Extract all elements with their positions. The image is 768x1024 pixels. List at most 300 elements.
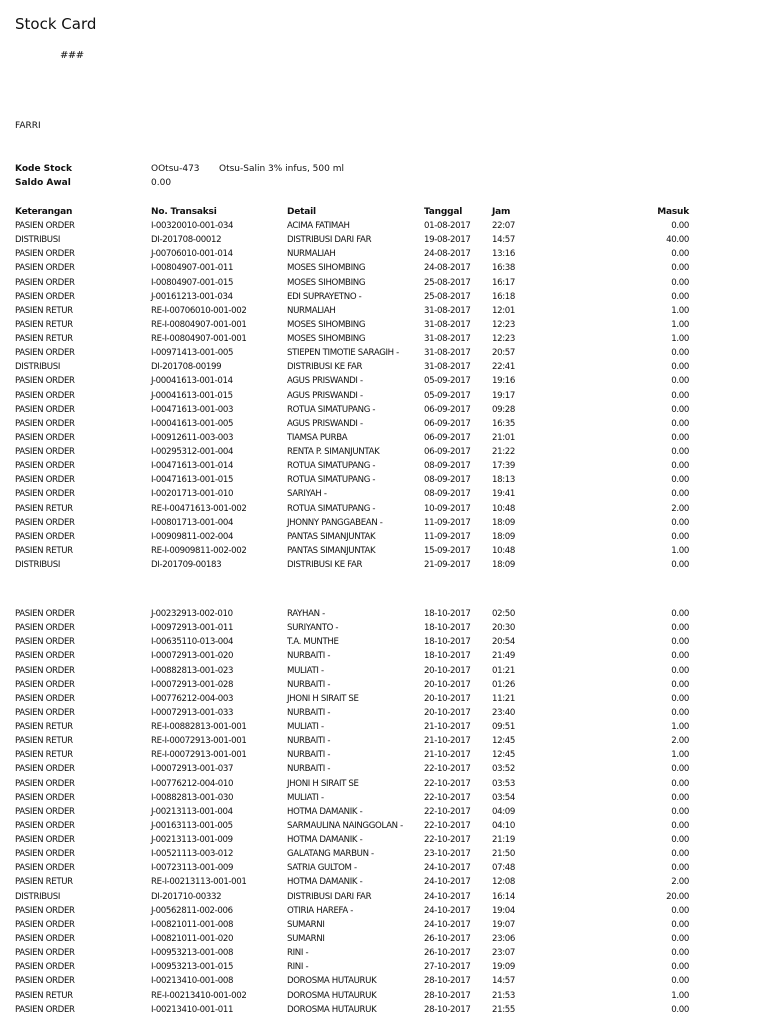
cell-jam: 18:09	[492, 560, 516, 571]
cell-jam: 09:28	[492, 404, 516, 415]
table-row	[0, 734, 768, 748]
cell-masuk: 0.00	[671, 461, 689, 472]
cell-tanggal: 19-08-2017	[424, 235, 471, 246]
cell-masuk: 0.00	[671, 905, 689, 916]
cell-jam: 16:14	[492, 891, 516, 902]
table-row	[0, 847, 768, 861]
cell-keterangan: PASIEN ORDER	[15, 277, 75, 288]
cell-jam: 04:09	[492, 806, 516, 817]
table-row	[0, 989, 768, 1003]
cell-keterangan: PASIEN ORDER	[15, 249, 75, 260]
cell-keterangan: PASIEN ORDER	[15, 792, 75, 803]
cell-no-transaksi: I-00804907-001-015	[151, 277, 234, 288]
cell-tanggal: 18-10-2017	[424, 609, 471, 619]
cell-detail: RINI -	[287, 948, 309, 959]
cell-detail: DISTRIBUSI DARI FAR	[287, 235, 372, 246]
cell-tanggal: 06-09-2017	[424, 418, 471, 429]
cell-jam: 21:49	[492, 651, 516, 662]
cell-tanggal: 18-10-2017	[424, 623, 471, 634]
cell-detail: ROTUA SIMATUPANG -	[287, 404, 376, 415]
cell-tanggal: 22-10-2017	[424, 778, 471, 789]
cell-masuk: 1.00	[671, 319, 689, 330]
cell-detail: NURBAITI -	[287, 707, 331, 718]
cell-masuk: 0.00	[671, 362, 689, 373]
cell-masuk: 1.00	[671, 990, 689, 1001]
cell-tanggal: 20-10-2017	[424, 679, 471, 690]
table-row	[0, 374, 768, 388]
cell-detail: SATRIA GULTOM -	[287, 863, 357, 874]
table-row	[0, 974, 768, 988]
hash-mark: ###	[60, 50, 84, 61]
cell-jam: 23:07	[492, 948, 516, 959]
cell-masuk: 0.00	[671, 404, 689, 415]
cell-tanggal: 22-10-2017	[424, 806, 471, 817]
cell-keterangan: PASIEN ORDER	[15, 707, 75, 718]
cell-masuk: 0.00	[671, 665, 689, 676]
cell-detail: MULIATI -	[287, 792, 324, 803]
saldo-awal-label: Saldo Awal	[15, 178, 71, 188]
cell-no-transaksi: RE-I-00804907-001-001	[151, 319, 247, 330]
cell-detail: SURIYANTO -	[287, 623, 339, 634]
cell-keterangan: PASIEN RETUR	[15, 877, 73, 888]
table-row	[0, 946, 768, 960]
table-row	[0, 932, 768, 946]
table-row	[0, 621, 768, 635]
cell-no-transaksi: I-00953213-001-008	[151, 948, 234, 959]
cell-no-transaksi: I-00471613-001-003	[151, 404, 234, 415]
table-row	[0, 304, 768, 318]
cell-jam: 20:57	[492, 348, 516, 359]
cell-jam: 16:18	[492, 291, 516, 302]
cell-masuk: 0.00	[671, 778, 689, 789]
cell-keterangan: PASIEN ORDER	[15, 1004, 75, 1015]
cell-keterangan: PASIEN ORDER	[15, 764, 75, 775]
cell-masuk: 0.00	[671, 517, 689, 528]
cell-jam: 01:21	[492, 665, 516, 676]
cell-tanggal: 28-10-2017	[424, 1004, 471, 1015]
cell-no-transaksi: DI-201708-00012	[151, 235, 222, 246]
cell-no-transaksi: RE-I-00706010-001-002	[151, 305, 247, 316]
cell-jam: 09:51	[492, 722, 516, 733]
cell-no-transaksi: J-00041613-001-015	[151, 390, 233, 401]
cell-detail: JHONI H SIRAIT SE	[287, 778, 359, 789]
table-row	[0, 473, 768, 487]
cell-detail: GALATANG MARBUN -	[287, 849, 374, 860]
cell-no-transaksi: RE-I-00213410-001-002	[151, 990, 247, 1001]
table-row	[0, 332, 768, 346]
cell-tanggal: 08-09-2017	[424, 475, 471, 486]
column-header-tanggal: Tanggal	[424, 207, 463, 217]
table-header	[0, 205, 768, 219]
cell-masuk: 0.00	[671, 263, 689, 274]
cell-no-transaksi: J-00163113-001-005	[151, 820, 233, 831]
cell-keterangan: PASIEN ORDER	[15, 976, 75, 987]
cell-tanggal: 06-09-2017	[424, 447, 471, 458]
cell-tanggal: 08-09-2017	[424, 461, 471, 472]
table-row	[0, 403, 768, 417]
cell-detail: DOROSMA HUTAURUK	[287, 990, 377, 1001]
cell-detail: MOSES SIHOMBING	[287, 277, 366, 288]
cell-tanggal: 01-08-2017	[424, 221, 471, 231]
cell-detail: MOSES SIHOMBING	[287, 263, 366, 274]
cell-keterangan: PASIEN ORDER	[15, 919, 75, 930]
cell-detail: SUMARNI	[287, 919, 325, 930]
cell-detail: SARIYAH -	[287, 489, 327, 500]
cell-tanggal: 21-10-2017	[424, 750, 471, 761]
cell-jam: 19:16	[492, 376, 516, 387]
cell-keterangan: PASIEN ORDER	[15, 849, 75, 860]
cell-keterangan: PASIEN ORDER	[15, 651, 75, 662]
cell-detail: RINI -	[287, 962, 309, 973]
cell-no-transaksi: I-00471613-001-015	[151, 475, 234, 486]
cell-keterangan: PASIEN ORDER	[15, 623, 75, 634]
cell-no-transaksi: J-00232913-002-010	[151, 609, 233, 619]
cell-tanggal: 11-09-2017	[424, 517, 471, 528]
cell-masuk: 0.00	[671, 764, 689, 775]
table-row	[0, 558, 768, 572]
cell-keterangan: PASIEN ORDER	[15, 609, 75, 619]
cell-no-transaksi: RE-I-00072913-001-001	[151, 750, 247, 761]
cell-detail: NURBAITI -	[287, 750, 331, 761]
table-row	[0, 516, 768, 530]
cell-detail: SUMARNI	[287, 933, 325, 944]
cell-tanggal: 22-10-2017	[424, 835, 471, 846]
cell-jam: 21:55	[492, 1004, 516, 1015]
cell-tanggal: 21-10-2017	[424, 736, 471, 747]
table-row	[0, 502, 768, 516]
cell-masuk: 0.00	[671, 651, 689, 662]
cell-detail: AGUS PRISWANDI -	[287, 390, 363, 401]
cell-no-transaksi: I-00776212-004-003	[151, 693, 234, 704]
cell-tanggal: 31-08-2017	[424, 362, 471, 373]
page-title: Stock Card	[15, 15, 97, 33]
cell-detail: PANTAS SIMANJUNTAK	[287, 531, 376, 542]
cell-masuk: 0.00	[671, 432, 689, 443]
cell-no-transaksi: I-00201713-001-010	[151, 489, 234, 500]
cell-no-transaksi: J-00213113-001-004	[151, 806, 233, 817]
cell-keterangan: PASIEN ORDER	[15, 835, 75, 846]
cell-no-transaksi: I-00909811-002-004	[151, 531, 234, 542]
cell-masuk: 0.00	[671, 560, 689, 571]
cell-masuk: 0.00	[671, 447, 689, 458]
cell-detail: MULIATI -	[287, 665, 324, 676]
cell-jam: 21:50	[492, 849, 516, 860]
cell-no-transaksi: I-00295312-001-004	[151, 447, 234, 458]
cell-masuk: 0.00	[671, 792, 689, 803]
cell-jam: 23:06	[492, 933, 516, 944]
cell-detail: AGUS PRISWANDI -	[287, 376, 363, 387]
cell-tanggal: 28-10-2017	[424, 990, 471, 1001]
cell-masuk: 0.00	[671, 418, 689, 429]
cell-no-transaksi: I-00821011-001-020	[151, 933, 234, 944]
cell-jam: 22:41	[492, 362, 516, 373]
cell-jam: 01:26	[492, 679, 516, 690]
cell-masuk: 0.00	[671, 489, 689, 500]
cell-no-transaksi: I-00521113-003-012	[151, 849, 234, 860]
cell-detail: HOTMA DAMANIK -	[287, 835, 363, 846]
cell-no-transaksi: J-00161213-001-034	[151, 291, 233, 302]
table-row	[0, 233, 768, 247]
cell-masuk: 0.00	[671, 277, 689, 288]
cell-detail: NURBAITI -	[287, 764, 331, 775]
table-row	[0, 678, 768, 692]
cell-masuk: 20.00	[666, 891, 689, 902]
cell-jam: 22:07	[492, 221, 516, 231]
cell-no-transaksi: I-00213410-001-008	[151, 976, 234, 987]
cell-tanggal: 28-10-2017	[424, 976, 471, 987]
cell-masuk: 0.00	[671, 863, 689, 874]
kode-stock-code: OOtsu-473	[151, 164, 200, 174]
cell-detail: ROTUA SIMATUPANG -	[287, 461, 376, 472]
table-row	[0, 318, 768, 332]
cell-jam: 12:23	[492, 319, 516, 330]
cell-masuk: 1.00	[671, 750, 689, 761]
cell-no-transaksi: I-00723113-001-009	[151, 863, 234, 874]
cell-no-transaksi: RE-I-00213113-001-001	[151, 877, 247, 888]
table-row	[0, 487, 768, 501]
cell-tanggal: 31-08-2017	[424, 305, 471, 316]
cell-no-transaksi: I-00072913-001-020	[151, 651, 234, 662]
cell-detail: NURBAITI -	[287, 651, 331, 662]
cell-jam: 19:41	[492, 489, 516, 500]
cell-no-transaksi: RE-I-00909811-002-002	[151, 545, 247, 556]
cell-no-transaksi: J-00562811-002-006	[151, 905, 233, 916]
table-row	[0, 861, 768, 875]
cell-tanggal: 25-08-2017	[424, 277, 471, 288]
cell-jam: 17:39	[492, 461, 516, 472]
cell-masuk: 0.00	[671, 693, 689, 704]
table-row	[0, 431, 768, 445]
kode-stock-label: Kode Stock	[15, 164, 72, 174]
cell-jam: 11:21	[492, 693, 516, 704]
cell-masuk: 0.00	[671, 919, 689, 930]
column-header-no-transaksi: No. Transaksi	[151, 207, 217, 217]
cell-tanggal: 26-10-2017	[424, 933, 471, 944]
cell-keterangan: PASIEN ORDER	[15, 263, 75, 274]
cell-tanggal: 18-10-2017	[424, 651, 471, 662]
cell-jam: 19:09	[492, 962, 516, 973]
cell-keterangan: PASIEN RETUR	[15, 334, 73, 345]
cell-masuk: 0.00	[671, 679, 689, 690]
cell-masuk: 0.00	[671, 221, 689, 231]
cell-keterangan: PASIEN ORDER	[15, 905, 75, 916]
cell-no-transaksi: I-00821011-001-008	[151, 919, 234, 930]
cell-tanggal: 24-10-2017	[424, 891, 471, 902]
cell-masuk: 0.00	[671, 1004, 689, 1015]
cell-keterangan: PASIEN ORDER	[15, 806, 75, 817]
table-row	[0, 530, 768, 544]
cell-detail: NURBAITI -	[287, 679, 331, 690]
cell-keterangan: PASIEN ORDER	[15, 376, 75, 387]
cell-detail: SARMAULINA NAINGGOLAN -	[287, 820, 403, 831]
cell-keterangan: PASIEN RETUR	[15, 545, 73, 556]
cell-detail: ROTUA SIMATUPANG -	[287, 475, 376, 486]
cell-masuk: 2.00	[671, 503, 689, 514]
cell-keterangan: PASIEN ORDER	[15, 665, 75, 676]
cell-no-transaksi: J-00213113-001-009	[151, 835, 233, 846]
cell-keterangan: PASIEN RETUR	[15, 722, 73, 733]
cell-keterangan: PASIEN ORDER	[15, 221, 75, 231]
table-row	[0, 389, 768, 403]
cell-keterangan: PASIEN ORDER	[15, 820, 75, 831]
user-name: FARRI	[15, 121, 41, 131]
cell-keterangan: PASIEN RETUR	[15, 305, 73, 316]
cell-tanggal: 27-10-2017	[424, 962, 471, 973]
cell-jam: 12:45	[492, 736, 516, 747]
cell-keterangan: PASIEN ORDER	[15, 531, 75, 542]
cell-tanggal: 20-10-2017	[424, 665, 471, 676]
cell-masuk: 0.00	[671, 962, 689, 973]
cell-masuk: 40.00	[666, 235, 689, 246]
cell-detail: JHONNY PANGGABEAN -	[287, 517, 383, 528]
cell-jam: 12:01	[492, 305, 516, 316]
cell-keterangan: PASIEN RETUR	[15, 736, 73, 747]
table-row	[0, 960, 768, 974]
cell-no-transaksi: I-00072913-001-033	[151, 707, 234, 718]
cell-jam: 14:57	[492, 976, 516, 987]
cell-detail: ACIMA FATIMAH	[287, 221, 350, 231]
cell-masuk: 0.00	[671, 637, 689, 648]
cell-no-transaksi: DI-201708-00199	[151, 362, 222, 373]
cell-jam: 03:53	[492, 778, 516, 789]
column-header-detail: Detail	[287, 207, 316, 217]
cell-no-transaksi: I-00041613-001-005	[151, 418, 234, 429]
cell-jam: 19:04	[492, 905, 516, 916]
cell-masuk: 0.00	[671, 820, 689, 831]
cell-jam: 03:54	[492, 792, 516, 803]
table-row	[0, 664, 768, 678]
table-row	[0, 276, 768, 290]
table-row	[0, 833, 768, 847]
cell-no-transaksi: I-00320010-001-034	[151, 221, 234, 231]
cell-masuk: 0.00	[671, 707, 689, 718]
cell-keterangan: PASIEN ORDER	[15, 348, 75, 359]
table-row	[0, 904, 768, 918]
cell-tanggal: 24-08-2017	[424, 263, 471, 274]
cell-keterangan: PASIEN ORDER	[15, 517, 75, 528]
cell-jam: 07:48	[492, 863, 516, 874]
cell-masuk: 1.00	[671, 334, 689, 345]
cell-tanggal: 24-10-2017	[424, 905, 471, 916]
cell-detail: T.A. MUNTHE	[287, 637, 339, 648]
cell-masuk: 0.00	[671, 623, 689, 634]
cell-tanggal: 21-09-2017	[424, 560, 471, 571]
cell-no-transaksi: I-00776212-004-010	[151, 778, 234, 789]
cell-detail: OTIRIA HAREFA -	[287, 905, 354, 916]
cell-jam: 19:07	[492, 919, 516, 930]
table-row	[0, 247, 768, 261]
cell-masuk: 0.00	[671, 390, 689, 401]
cell-no-transaksi: I-00804907-001-011	[151, 263, 234, 274]
cell-detail: DOROSMA HUTAURUK	[287, 1004, 377, 1015]
cell-jam: 12:23	[492, 334, 516, 345]
cell-masuk: 0.00	[671, 376, 689, 387]
cell-tanggal: 06-09-2017	[424, 404, 471, 415]
cell-keterangan: PASIEN RETUR	[15, 990, 73, 1001]
cell-tanggal: 22-10-2017	[424, 820, 471, 831]
cell-tanggal: 22-10-2017	[424, 792, 471, 803]
table-row	[0, 819, 768, 833]
cell-tanggal: 24-10-2017	[424, 919, 471, 930]
cell-tanggal: 15-09-2017	[424, 545, 471, 556]
cell-jam: 04:10	[492, 820, 516, 831]
cell-tanggal: 31-08-2017	[424, 319, 471, 330]
cell-keterangan: PASIEN ORDER	[15, 778, 75, 789]
cell-jam: 20:30	[492, 623, 516, 634]
table-row	[0, 544, 768, 558]
cell-masuk: 0.00	[671, 948, 689, 959]
cell-tanggal: 31-08-2017	[424, 334, 471, 345]
cell-tanggal: 25-08-2017	[424, 291, 471, 302]
cell-keterangan: PASIEN ORDER	[15, 418, 75, 429]
cell-detail: TIAMSA PURBA	[287, 432, 348, 443]
cell-no-transaksi: RE-I-00804907-001-001	[151, 334, 247, 345]
cell-no-transaksi: I-00213410-001-011	[151, 1004, 234, 1015]
cell-masuk: 2.00	[671, 736, 689, 747]
saldo-awal-value: 0.00	[151, 178, 172, 188]
cell-keterangan: PASIEN ORDER	[15, 489, 75, 500]
kode-stock-name: Otsu-Salin 3% infus, 500 ml	[219, 164, 344, 174]
cell-jam: 13:16	[492, 249, 516, 260]
cell-no-transaksi: I-00882813-001-030	[151, 792, 234, 803]
cell-jam: 16:38	[492, 263, 516, 274]
cell-detail: EDI SUPRAYETNO -	[287, 291, 362, 302]
cell-tanggal: 24-10-2017	[424, 863, 471, 874]
cell-detail: NURMALIAH	[287, 249, 336, 260]
column-header-masuk: Masuk	[657, 207, 689, 217]
cell-no-transaksi: I-00072913-001-037	[151, 764, 234, 775]
cell-no-transaksi: I-00953213-001-015	[151, 962, 234, 973]
cell-tanggal: 24-08-2017	[424, 249, 471, 260]
cell-tanggal: 05-09-2017	[424, 376, 471, 387]
table-row	[0, 762, 768, 776]
cell-no-transaksi: I-00972913-001-011	[151, 623, 234, 634]
cell-tanggal: 26-10-2017	[424, 948, 471, 959]
table-row	[0, 649, 768, 663]
cell-detail: DISTRIBUSI KE FAR	[287, 560, 363, 571]
cell-no-transaksi: J-00041613-001-014	[151, 376, 233, 387]
cell-tanggal: 08-09-2017	[424, 489, 471, 500]
cell-tanggal: 20-10-2017	[424, 707, 471, 718]
cell-no-transaksi: I-00801713-001-004	[151, 517, 234, 528]
cell-jam: 21:01	[492, 432, 516, 443]
table-row	[0, 346, 768, 360]
table-row	[0, 720, 768, 734]
table-row	[0, 607, 768, 621]
cell-detail: MOSES SIHOMBING	[287, 334, 366, 345]
cell-keterangan: PASIEN ORDER	[15, 933, 75, 944]
cell-keterangan: PASIEN ORDER	[15, 693, 75, 704]
table-row	[0, 875, 768, 889]
table-row	[0, 791, 768, 805]
cell-jam: 21:22	[492, 447, 516, 458]
cell-keterangan: PASIEN ORDER	[15, 404, 75, 415]
cell-jam: 23:40	[492, 707, 516, 718]
column-header-keterangan: Keterangan	[15, 207, 73, 217]
table-row	[0, 219, 768, 233]
cell-tanggal: 31-08-2017	[424, 348, 471, 359]
cell-jam: 18:13	[492, 475, 516, 486]
cell-keterangan: PASIEN RETUR	[15, 319, 73, 330]
cell-jam: 21:19	[492, 835, 516, 846]
table-row	[0, 692, 768, 706]
table-row	[0, 417, 768, 431]
cell-keterangan: PASIEN ORDER	[15, 291, 75, 302]
cell-no-transaksi: I-00882813-001-023	[151, 665, 234, 676]
table-row	[0, 1003, 768, 1017]
cell-jam: 21:53	[492, 990, 516, 1001]
cell-keterangan: PASIEN RETUR	[15, 503, 73, 514]
